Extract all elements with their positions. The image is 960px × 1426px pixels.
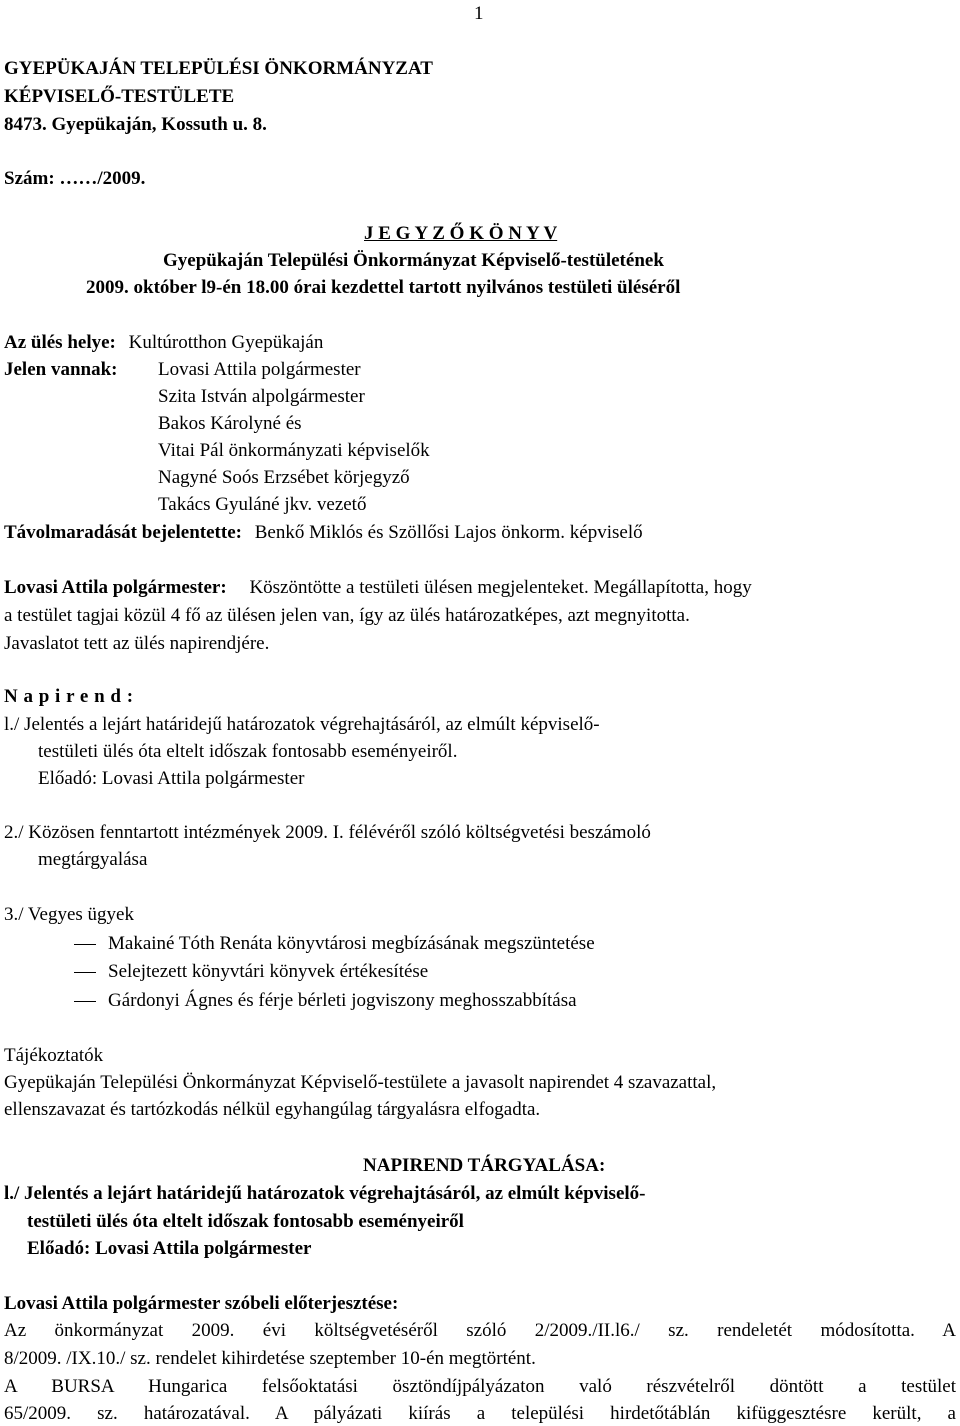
agenda-vote-line1: Gyepükaján Települési Önkormányzat Képviselő-testülete a javasolt napirendet 4 szavazattal, [4,1072,717,1093]
org-name-line2: KÉPVISELŐ-TESTÜLETE [4,86,235,107]
speech-line3: A BURSA Hungarica felsőoktatási ösztöndíjpályázaton való részvételről döntött a testület [4,1376,956,1397]
present-member: Nagyné Soós Erzsébet körjegyző [158,467,410,488]
discussion-heading: NAPIREND TÁRGYALÁSA: [363,1155,606,1176]
speech-label: Lovasi Attila polgármester szóbeli előterjesztése: [4,1293,399,1314]
page-number: 1 [474,3,484,24]
agenda-subitem: Gárdonyi Ágnes és férje bérleti jogviszony meghosszabbítása [108,990,577,1011]
title-line1: Gyepükaján Települési Önkormányzat Képviselő-testületének [163,250,664,271]
agenda-heading: N a p i r e n d : [4,686,134,707]
agenda-vote-line2: ellenszavazat és tartózkodás nélkül egyhangúlag tárgyalásra elfogadta. [4,1099,541,1120]
document-number: Szám: ……/2009. [4,168,146,189]
absent-value: Benkő Miklós és Szöllősi Lajos önkorm. képviselő [254,522,643,543]
opening-line1 [4,576,752,600]
present-member: Bakos Károlyné és [158,413,302,434]
present-member: Szita István alpolgármester [158,386,365,407]
opening-speaker: Lovasi Attila polgármester: [4,577,227,598]
dash-bullet-icon [74,972,96,973]
dash-bullet-icon [74,1001,96,1002]
place-label: Az ülés helye: [4,332,116,353]
speech-line2: 8/2009. /IX.10./ sz. rendelet kihirdetése szeptember 10-én megtörtént. [4,1348,536,1369]
agenda-subitem: Makainé Tóth Renáta könyvtárosi megbízásának megszüntetése [108,933,595,954]
present-label: Jelen vannak: [4,359,118,380]
discussion-item1-presenter: Előadó: Lovasi Attila polgármester [27,1238,312,1259]
discussion-item1-line2: testületi ülés óta eltelt időszak fontosabb eseményeiről [27,1211,464,1232]
dash-bullet-icon [74,944,96,945]
opening-line3: Javaslatot tett az ülés napirendjére. [4,633,270,654]
present-member: Takács Gyuláné jkv. vezető [158,494,367,515]
meeting-place [4,331,323,355]
agenda-item1-line2: testületi ülés óta eltelt időszak fontosabb eseményeiről. [38,741,458,762]
speech-line1: Az önkormányzat 2009. évi költségvetéséről szóló 2/2009./II.l6./ sz. rendeletét módosította. A [4,1320,956,1341]
org-address: 8473. Gyepükaján, Kossuth u. 8. [4,114,267,135]
agenda-subitem: Selejtezett könyvtári könyvek értékesítése [108,961,429,982]
opening-text: Köszöntötte a testületi ülésen megjelenteket. Megállapította, hogy [249,577,752,598]
agenda-item2-line1: 2./ Közösen fenntartott intézmények 2009. I. félévéről szóló költségvetési beszámoló [4,822,651,843]
agenda-item1-line1: l./ Jelentés a lejárt határidejű határozatok végrehajtásáról, az elmúlt képviselő- [4,714,600,735]
title-line2: 2009. október l9-én 18.00 órai kezdettel tartott nyilvános testületi üléséről [86,277,681,298]
agenda-item2-line2: megtárgyalása [38,849,148,870]
org-name-line1: GYEPÜKAJÁN TELEPÜLÉSI ÖNKORMÁNYZAT [4,58,433,79]
absent-label: Távolmaradását bejelentette: [4,522,242,543]
discussion-item1-line1: l./ Jelentés a lejárt határidejű határozatok végrehajtásáról, az elmúlt képviselő- [4,1183,646,1204]
present-member: Vitai Pál önkormányzati képviselők [158,440,430,461]
place-value: Kultúrotthon Gyepükaján [128,332,324,353]
agenda-item1-presenter: Előadó: Lovasi Attila polgármester [38,768,305,789]
absent-line [4,521,643,545]
present-member: Lovasi Attila polgármester [158,359,361,380]
speech-line4: 65/2009. sz. határozatával. A pályázati kiírás a települési hirdetőtáblán kifüggesztésre került, a [4,1403,956,1424]
agenda-item3-title: 3./ Vegyes ügyek [4,904,134,925]
agenda-info: Tájékoztatók [4,1045,104,1066]
document-title: J E G Y Z Ő K Ö N Y V [364,223,558,244]
opening-line2: a testület tagjai közül 4 fő az ülésen jelen van, így az ülés határozatképes, azt megnyitotta. [4,605,690,626]
